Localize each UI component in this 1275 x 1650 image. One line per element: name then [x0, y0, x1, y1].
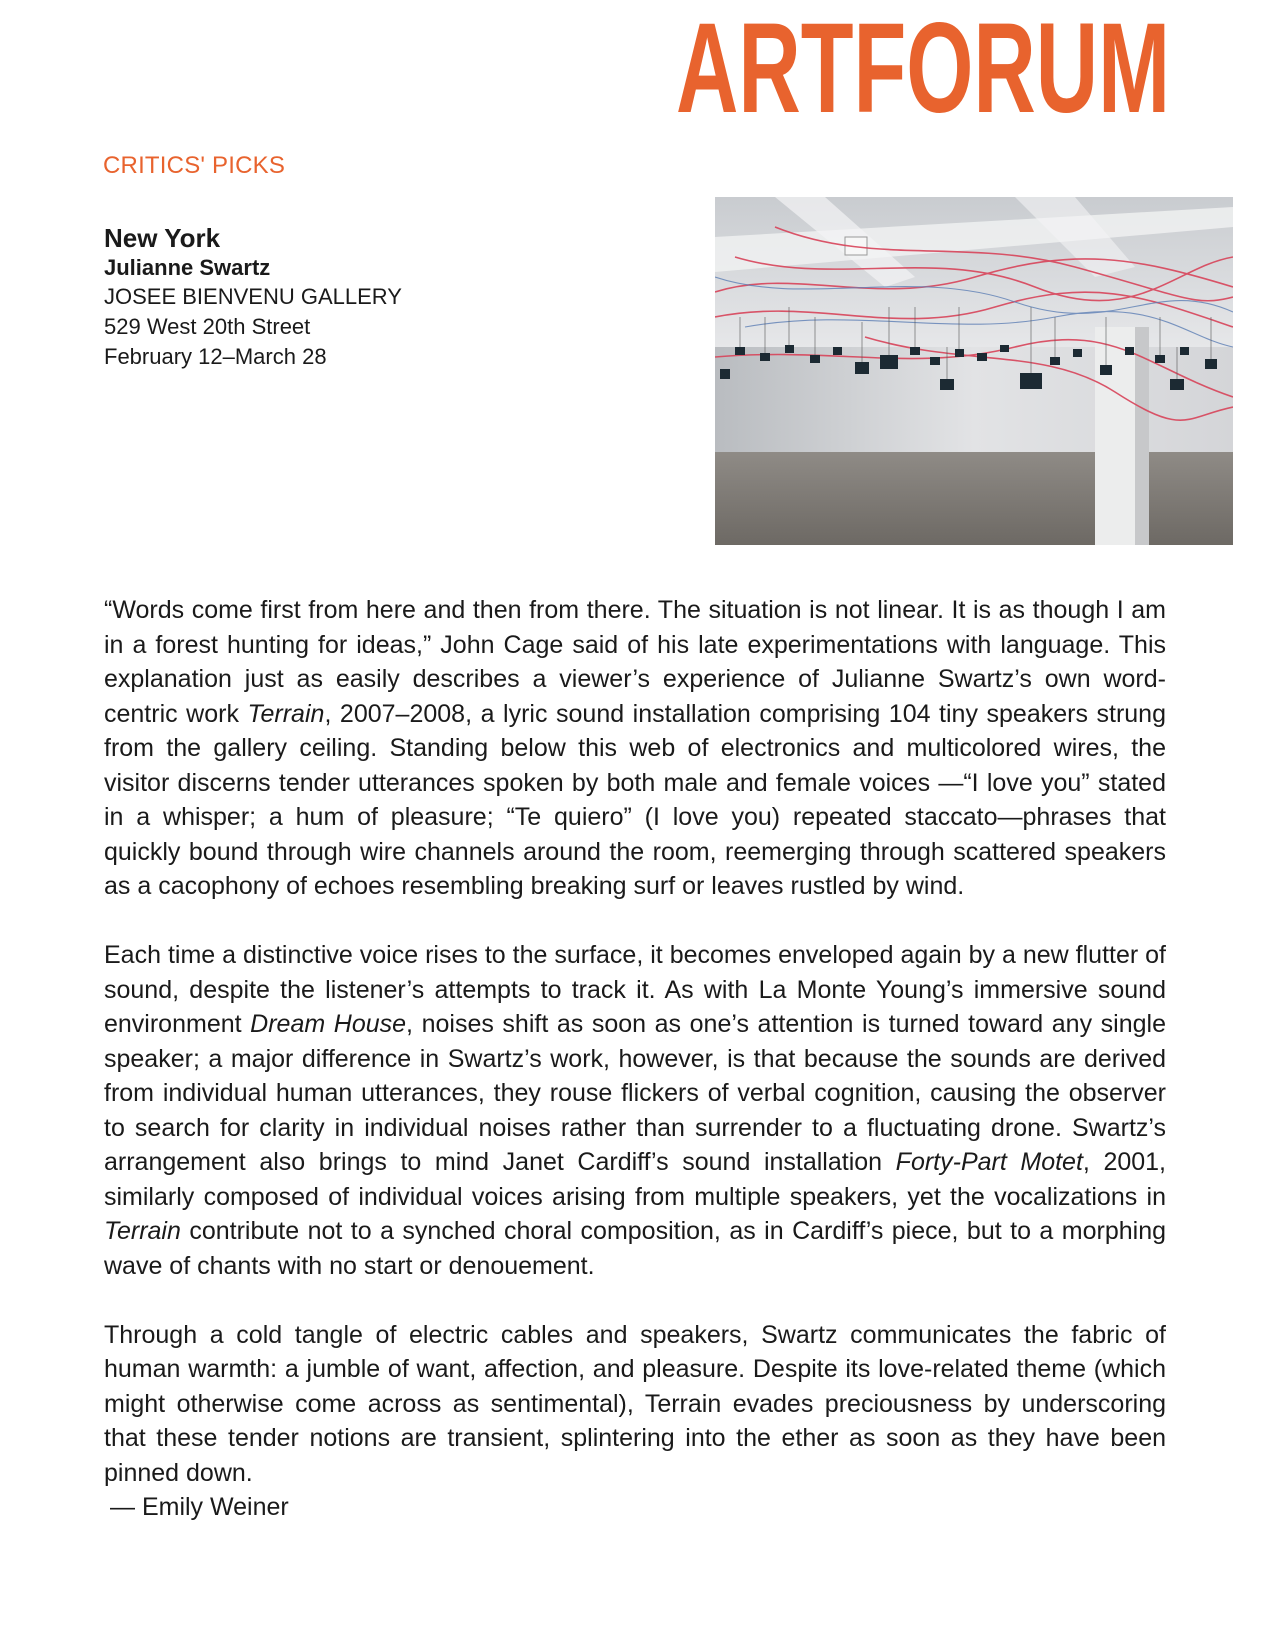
section-label: CRITICS' PICKS: [103, 152, 286, 179]
artforum-logo: [676, 6, 1170, 124]
paragraph-text: “Words come first from here and then from there. The situation is not linear. It is as though I am in a forest hunting for ideas,” John Cage said of his late experimentations with language. This explanation just as easily describes a viewer’s experience of Julianne Swartz’s own word-centric work: [104, 596, 1166, 728]
exhibition-dates: February 12–March 28: [104, 344, 327, 369]
artwork-title: Forty-Part Motet: [895, 1148, 1083, 1176]
artist-name: Julianne Swartz: [104, 255, 271, 280]
gallery-name: JOSEE BIENVENU GALLERY: [104, 284, 402, 309]
listing-info: [104, 222, 624, 372]
article-body: [104, 593, 1166, 1525]
paragraph-text: , 2007–2008, a lyric sound installation comprising 104 tiny speakers strung from the gallery ceiling. Standing below this web of electronics and multicolored wires, the visitor discerns tender utterances spoken by both male and female voices —“I love you” stated in a whisper; a hum of pleasure; “Te quiero” (I love you) repeated staccato—phrases that quickly bound through wire channels around the room, reemerging through scattered speakers as a cacophony of echoes resembling breaking surf or leaves rustled by wind.: [104, 699, 1166, 900]
paragraph-text: , 2001, similarly composed of individual voices arising from multiple speakers, yet the vocalizations in: [104, 1148, 1167, 1211]
artwork-title: Terrain: [104, 1217, 181, 1245]
article-paragraph: [104, 1318, 1166, 1491]
artwork-title: Terrain: [247, 699, 325, 728]
installation-photo-illustration: [715, 197, 1233, 545]
paragraph-text: Each time a distinctive voice rises to the surface, it becomes enveloped again by a new flutter of sound, despite the listener’s attempts to track it. As with La Monte Young’s immersive sound environment: [104, 941, 1166, 1038]
byline: — Emily Weiner: [110, 1493, 289, 1521]
article-paragraph: [104, 938, 1166, 1283]
paragraph-text: , noises shift as soon as one’s attention is turned toward any single speaker; a major difference in Swartz’s work, however, is that because the sounds are derived from individual human utterances, they rouse flickers of verbal cognition, causing the observer to search for clarity in individual noises rather than surrender to a fluctuating drone. Swartz’s arrangement also brings to mind Janet Cardiff’s sound installation: [104, 1010, 1166, 1176]
installation-photo: [715, 197, 1233, 545]
city-heading: New York: [104, 223, 221, 253]
article-paragraph: [104, 593, 1166, 904]
logo-text: ARTFORUM: [676, 6, 1170, 124]
paragraph-text: contribute not to a synched choral composition, as in Cardiff’s piece, but to a morphing wave of chants with no start or denouement.: [104, 1217, 1166, 1280]
gallery-address: 529 West 20th Street: [104, 314, 311, 339]
paragraph-text: Through a cold tangle of electric cables and speakers, Swartz communicates the fabric of human warmth: a jumble of want, affection, and pleasure. Despite its love-related theme (which might otherwise come across as sentimental), Terrain evades preciousness by underscoring that these tender notions are transient, splintering into the ether as soon as they have been pinned down.: [104, 1320, 1166, 1487]
artwork-title: Dream House: [250, 1010, 407, 1038]
